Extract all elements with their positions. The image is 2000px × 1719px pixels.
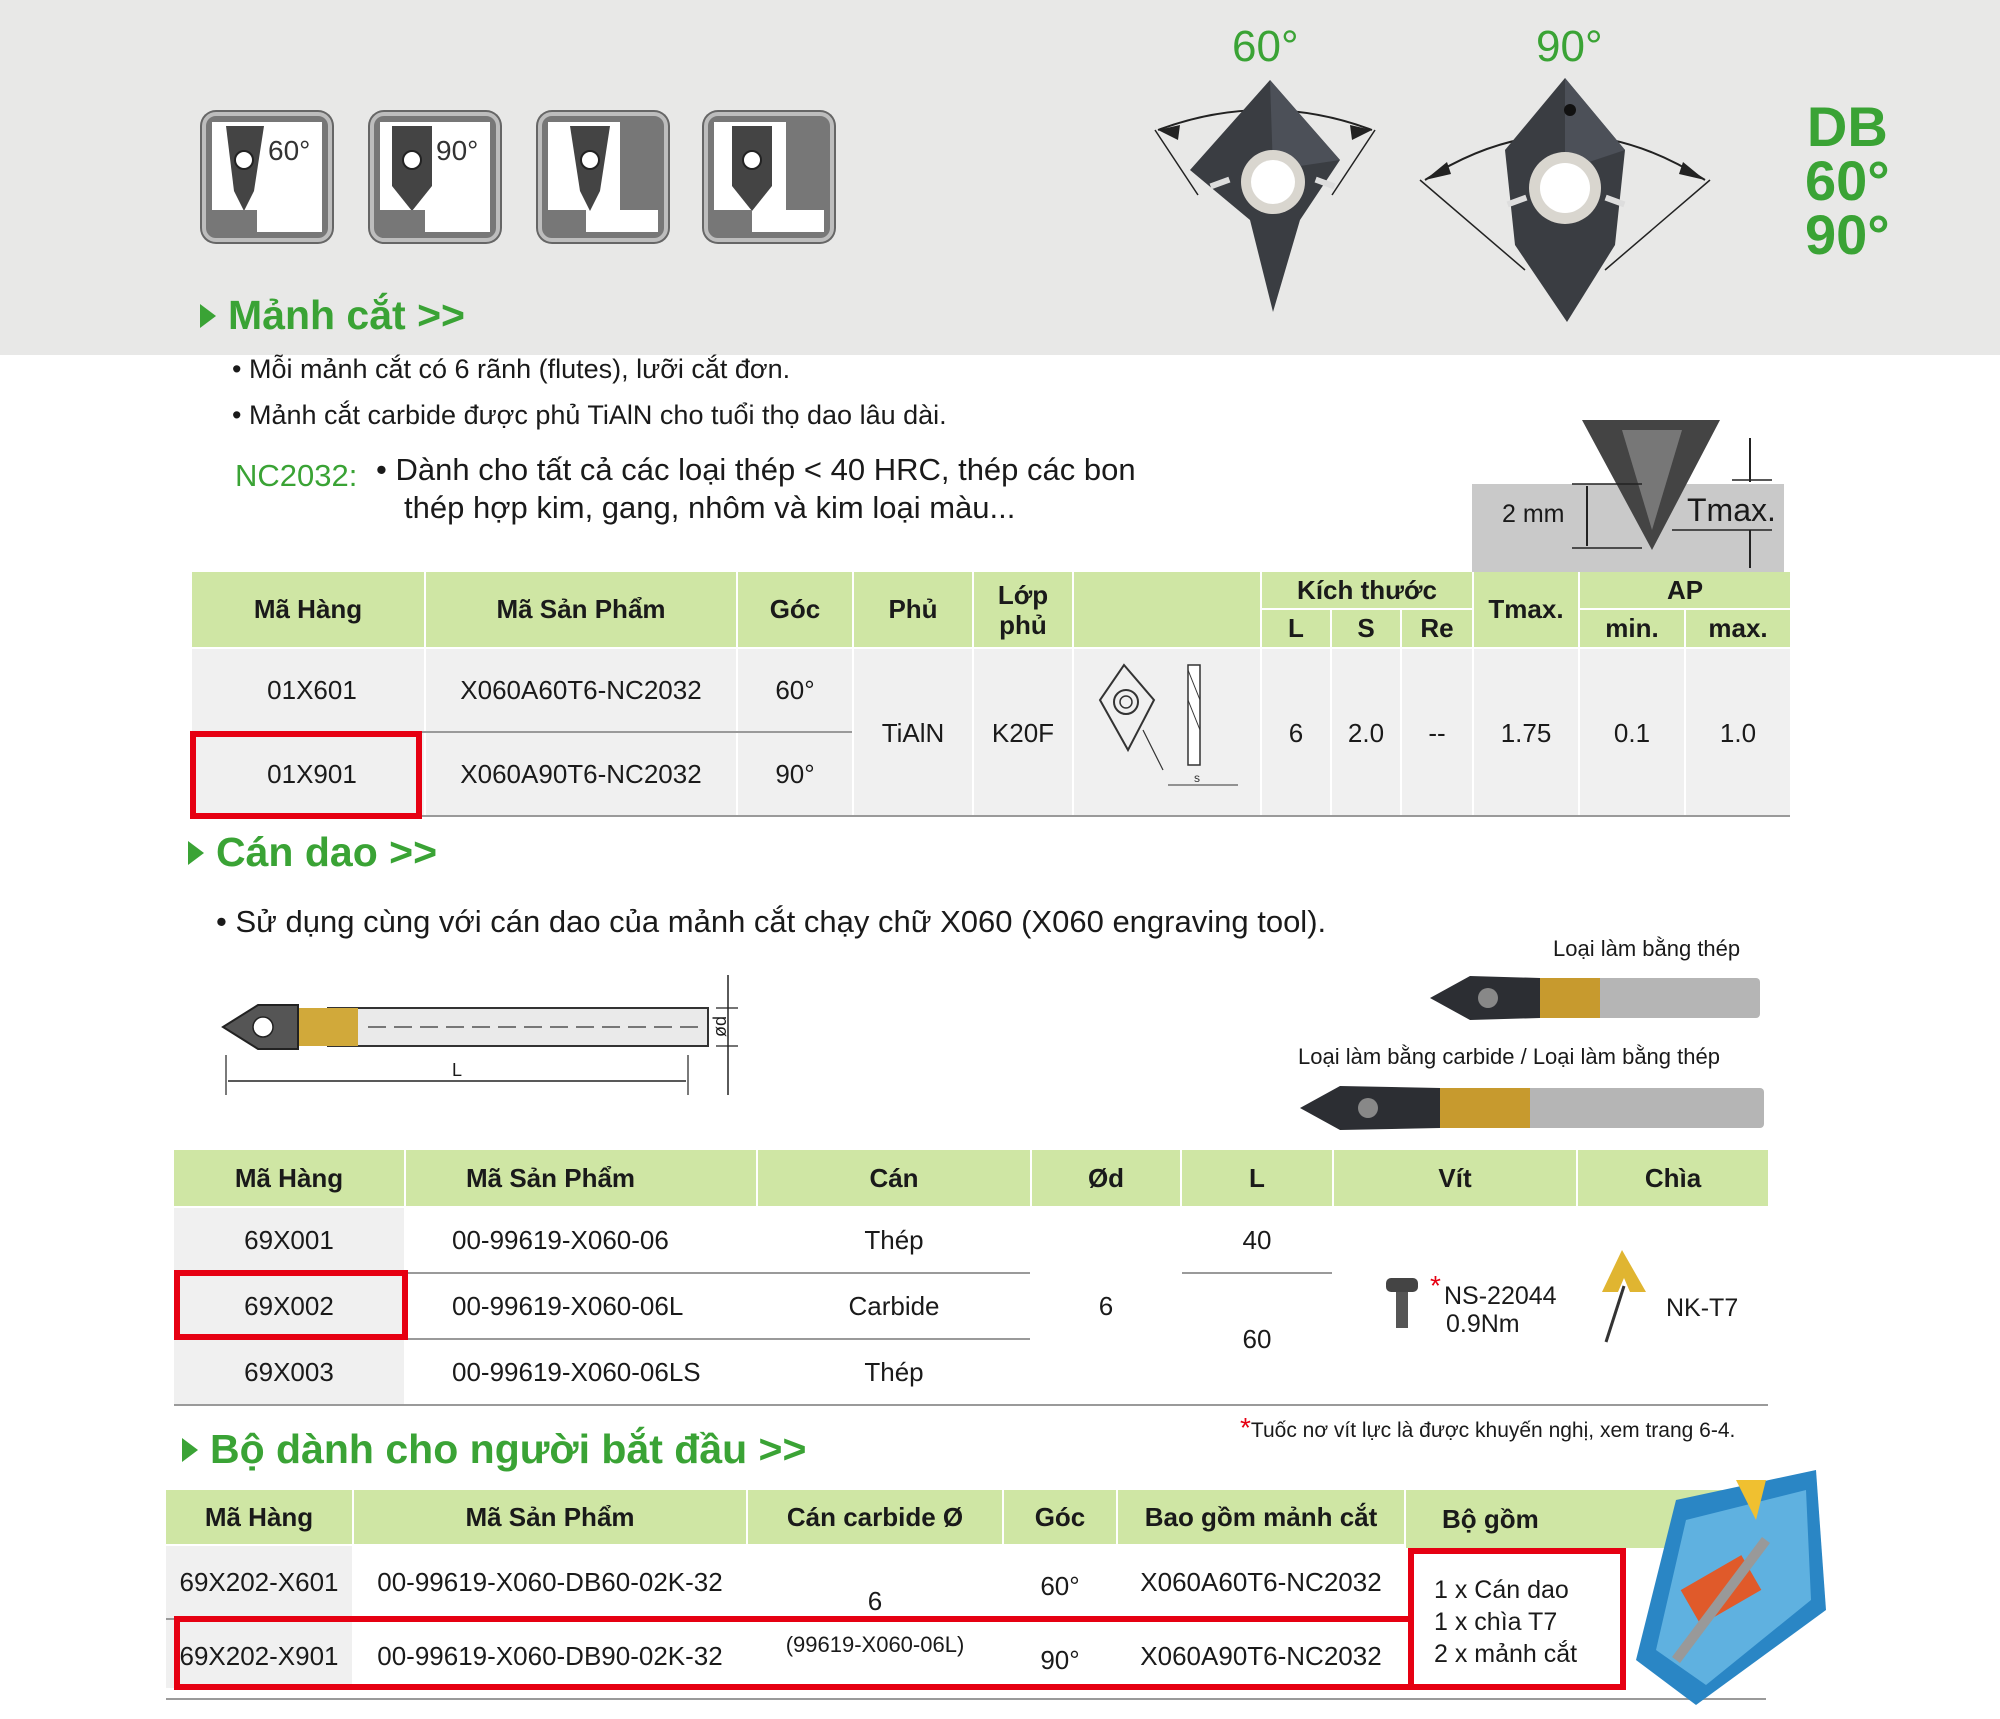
section-insert-title bbox=[200, 292, 465, 339]
t1-row1-ma-hang: 01X601 bbox=[267, 674, 357, 705]
t1-row1-ma-sp: X060A60T6-NC2032 bbox=[460, 674, 702, 705]
t2-header-chia: Chìa bbox=[1578, 1150, 1768, 1206]
angle-60-label: 60° bbox=[1232, 22, 1299, 71]
t1-row2-ma-hang: 01X901 bbox=[267, 758, 357, 789]
t2-row3-can: Thép bbox=[864, 1356, 924, 1387]
section-arrow-icon bbox=[182, 1438, 198, 1462]
db-label-line3: 90° bbox=[1805, 203, 1890, 266]
bo-gom-item-3: 2 x mảnh cắt bbox=[1434, 1640, 1578, 1668]
t3-bo-gom-list bbox=[1434, 1574, 1577, 1670]
t1-Re: -- bbox=[1428, 717, 1446, 748]
t1-header-ma-hang: Mã Hàng bbox=[192, 572, 424, 647]
t1-header-lop-phu: Lớp phủ bbox=[974, 572, 1072, 647]
holder-drawing bbox=[218, 975, 738, 1095]
t3-header-ma-hang: Mã Hàng bbox=[166, 1490, 352, 1544]
db-label-line2: 60° bbox=[1805, 149, 1890, 212]
t2-header-can: Cán bbox=[758, 1150, 1030, 1206]
insert-holder-icon-2 bbox=[704, 112, 834, 242]
footnote-text: Tuốc nơ vít lực là được khuyến nghị, xem trang 6-4. bbox=[1250, 1419, 1736, 1442]
grade-desc-1: • Dành cho tất cả các loại thép < 40 HRC, thép các bon bbox=[376, 452, 1136, 487]
t1-phu: TiAlN bbox=[881, 717, 945, 748]
t3-header-bo-gom: Bộ gồm bbox=[1406, 1490, 1766, 1548]
t1-header-phu: Phủ bbox=[854, 572, 972, 647]
tmax-2mm-label: 2 mm bbox=[1502, 500, 1565, 528]
t2-row1-can: Thép bbox=[864, 1224, 924, 1255]
t1-header-min: min. bbox=[1580, 610, 1684, 647]
t2-od: 6 bbox=[1098, 1290, 1114, 1321]
t2-row2-can: Carbide bbox=[848, 1290, 940, 1321]
t2-row3-ma-sp: 00-99619-X060-06LS bbox=[452, 1356, 701, 1387]
t1-S: 2.0 bbox=[1347, 717, 1385, 748]
t3-header-bao-gom: Bao gồm mảnh cắt bbox=[1118, 1490, 1404, 1544]
insert-60-photo bbox=[1150, 70, 1380, 320]
t2-vit-torque: 0.9Nm bbox=[1446, 1310, 1520, 1338]
t1-row2-goc: 90° bbox=[775, 758, 815, 789]
t2-header-od: Ød bbox=[1032, 1150, 1180, 1206]
footnote bbox=[1240, 1412, 1735, 1444]
t3-row2-highlight bbox=[174, 1616, 1414, 1690]
section-holder-title-text: Cán dao >> bbox=[216, 829, 438, 875]
key-icon bbox=[1596, 1246, 1656, 1346]
insert-bullet-2: • Mảnh cắt carbide được phủ TiAlN cho tuổi thọ dao lâu dài. bbox=[232, 400, 947, 430]
db-label bbox=[1805, 95, 1890, 266]
t2-header-ma-hang: Mã Hàng bbox=[174, 1150, 404, 1206]
section-starter-title bbox=[182, 1426, 806, 1473]
t1-header-ma-sp: Mã Sản Phẩm bbox=[426, 572, 736, 647]
insert-holder-icon-1 bbox=[538, 112, 668, 242]
section-arrow-icon bbox=[188, 841, 204, 865]
t3-header-can: Cán carbide Ø bbox=[748, 1490, 1002, 1544]
t3-row2-bao-gom: X060A90T6-NC2032 bbox=[1140, 1640, 1382, 1671]
screw-icon bbox=[1382, 1274, 1422, 1334]
t3-can-note: (99619-X060-06L) bbox=[785, 1632, 965, 1657]
t3-row2-goc: 90° bbox=[1040, 1644, 1080, 1675]
bo-gom-item-1: 1 x Cán dao bbox=[1434, 1576, 1569, 1604]
holder-table bbox=[174, 1150, 1768, 1406]
photo-carbide-label: Loại làm bằng carbide / Loại làm bằng thép bbox=[1298, 1044, 1720, 1069]
t3-header-goc: Góc bbox=[1004, 1490, 1116, 1544]
angle-90-label: 90° bbox=[1536, 22, 1603, 71]
section-starter-title-text: Bộ dành cho người bắt đầu >> bbox=[210, 1426, 807, 1472]
t3-row2-ma-hang: 69X202-X901 bbox=[179, 1640, 339, 1671]
section-holder-title bbox=[188, 829, 437, 876]
t1-header-max: max. bbox=[1686, 610, 1790, 647]
t2-header-vit: Vít bbox=[1334, 1150, 1576, 1206]
t1-row2-highlight bbox=[190, 731, 422, 819]
starter-table bbox=[166, 1490, 1766, 1700]
insert-90-icon bbox=[370, 112, 500, 242]
t2-vit-star: * bbox=[1430, 1270, 1441, 1301]
t1-header-tmax: Tmax. bbox=[1474, 572, 1578, 647]
insert-90-photo bbox=[1415, 70, 1715, 330]
holder-bullet: • Sử dụng cùng với cán dao của mảnh cắt chạy chữ X060 (X060 engraving tool). bbox=[216, 904, 1327, 939]
t2-header-L: L bbox=[1182, 1150, 1332, 1206]
section-insert-title-text: Mảnh cắt >> bbox=[228, 292, 465, 338]
t3-row1-goc: 60° bbox=[1040, 1570, 1080, 1601]
t2-L1: 40 bbox=[1242, 1224, 1272, 1255]
t1-row1-goc: 60° bbox=[775, 674, 815, 705]
insert-60-icon bbox=[202, 112, 332, 242]
starter-kit-photo bbox=[1616, 1460, 1836, 1710]
t2-L2: 60 bbox=[1242, 1323, 1272, 1354]
bo-gom-item-2: 1 x chìa T7 bbox=[1434, 1608, 1558, 1636]
db-label-line1: DB bbox=[1806, 95, 1888, 158]
insert-table bbox=[192, 572, 1790, 820]
insert-bullet-1: • Mỗi mảnh cắt có 6 rãnh (flutes), lưỡi cắt đơn. bbox=[232, 354, 791, 384]
t1-header-kich-thuoc: Kích thước bbox=[1262, 572, 1472, 608]
t3-can-value: 6 bbox=[867, 1585, 883, 1616]
t1-header-L: L bbox=[1262, 610, 1330, 647]
t1-tmax: 1.75 bbox=[1500, 717, 1552, 748]
t3-row2-ma-sp: 00-99619-X060-DB90-02K-32 bbox=[377, 1640, 723, 1671]
t2-row2-ma-sp: 00-99619-X060-06L bbox=[452, 1290, 684, 1321]
t3-header-ma-sp: Mã Sản Phẩm bbox=[354, 1490, 746, 1544]
t1-ap-min: 0.1 bbox=[1613, 717, 1651, 748]
insert-drawing-icon bbox=[1088, 660, 1248, 805]
t2-row2-ma-hang: 69X002 bbox=[244, 1290, 334, 1321]
t3-row1-ma-hang: 69X202-X601 bbox=[179, 1566, 339, 1597]
t1-row2-ma-sp: X060A90T6-NC2032 bbox=[460, 758, 702, 789]
t1-header-goc: Góc bbox=[738, 572, 852, 647]
holder-photo-carbide bbox=[1300, 1082, 1766, 1134]
holder-photo-steel bbox=[1430, 972, 1764, 1024]
tmax-diagram bbox=[1472, 420, 1784, 572]
t1-header-Re: Re bbox=[1402, 610, 1472, 647]
t3-row1-ma-sp: 00-99619-X060-DB60-02K-32 bbox=[377, 1566, 723, 1597]
footnote-star: * bbox=[1240, 1412, 1251, 1443]
t2-row1-ma-sp: 00-99619-X060-06 bbox=[452, 1224, 669, 1255]
t2-row3-ma-hang: 69X003 bbox=[244, 1356, 334, 1387]
holder-dim-od: ød bbox=[710, 1015, 731, 1038]
tmax-label: Tmax. bbox=[1687, 492, 1776, 528]
t2-vit-code: NS-22044 bbox=[1444, 1282, 1557, 1310]
t1-header-image bbox=[1074, 572, 1260, 647]
grade-label: NC2032: bbox=[235, 458, 358, 493]
section-arrow-icon bbox=[200, 304, 216, 328]
grade-desc-2: thép hợp kim, gang, nhôm và kim loại màu... bbox=[404, 490, 1016, 525]
t1-L: 6 bbox=[1288, 717, 1304, 748]
insert-60-label: 60° bbox=[268, 135, 311, 166]
t1-ap-max: 1.0 bbox=[1719, 717, 1757, 748]
holder-dim-L: L bbox=[452, 1060, 463, 1080]
t2-row1-ma-hang: 69X001 bbox=[244, 1224, 334, 1255]
t3-row1-bao-gom: X060A60T6-NC2032 bbox=[1140, 1566, 1382, 1597]
t2-chia: NK-T7 bbox=[1666, 1294, 1739, 1322]
t1-header-S: S bbox=[1332, 610, 1400, 647]
t2-row2-highlight bbox=[174, 1270, 408, 1340]
t1-header-ap: AP bbox=[1580, 572, 1790, 608]
t2-header-ma-sp: Mã Sản Phẩm bbox=[406, 1150, 756, 1206]
photo-steel-label: Loại làm bằng thép bbox=[1553, 936, 1741, 961]
svg-text:s: s bbox=[1194, 771, 1200, 785]
insert-90-label: 90° bbox=[436, 135, 479, 166]
t1-lop-phu: K20F bbox=[991, 717, 1055, 748]
